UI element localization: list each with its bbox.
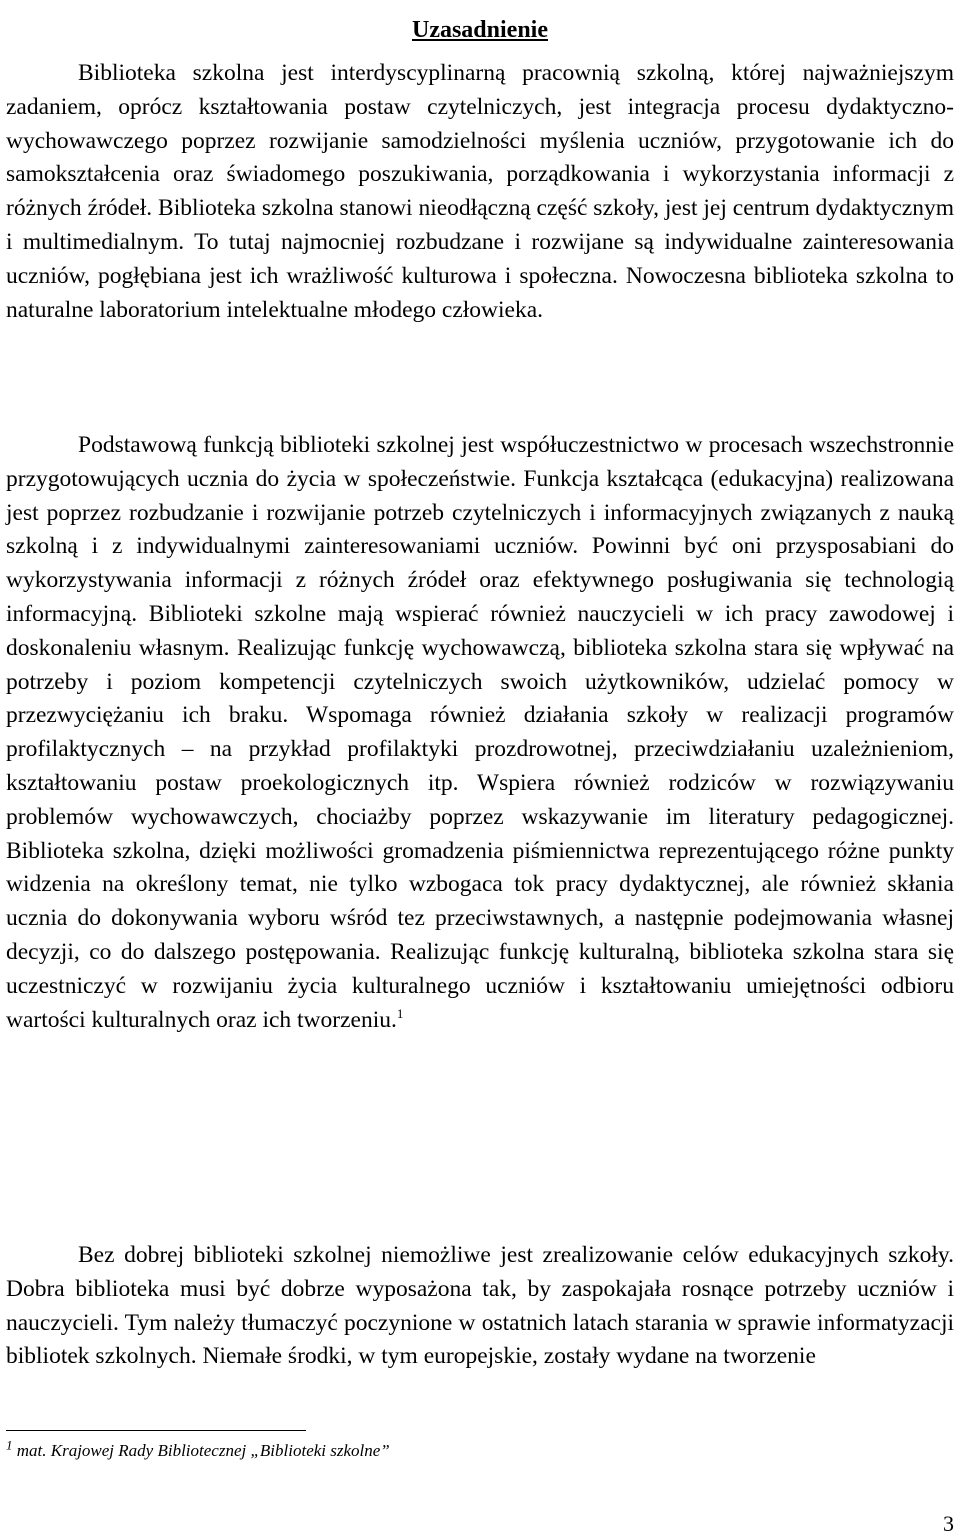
footnote-reference: 1 bbox=[396, 1005, 404, 1021]
footnote bbox=[6, 1437, 906, 1462]
footnote-text: mat. Krajowej Rady Bibliotecznej „Biblioteki szkolne” bbox=[12, 1441, 390, 1460]
document-title: Uzasadnienie bbox=[411, 17, 548, 44]
page-number: 3 bbox=[943, 1511, 954, 1536]
footnote-marker: 1 bbox=[6, 1437, 13, 1453]
paragraph-2-text: Podstawową funkcją biblioteki szkolnej jest współuczestnictwo w procesach wszechstronnie przygotowujących ucznia do życia w społeczeństwie. Funkcja kształcąca (edukacyjna) realizowana jest poprzez rozbudzanie i rozwijanie potrzeb czytelniczych i informacyjnych związanych z nauką szkolną i z indywidualnymi zainteresowaniami uczniów. Powinni być oni przysposabiani do wykorzystywania informacji z różnych źródeł oraz efektywnego posługiwania się technologią informacyjną. Biblioteki szkolne mają wspierać również nauczycieli w ich pracy zawodowej i doskonaleniu własnym. Realizując funkcję wychowawczą, biblioteka szkolna stara się wpływać na potrzeby i poziom kompetencji czytelniczych swoich użytkowników, udzielać pomocy w przezwyciężaniu ich braku. Wspomaga również działania szkoły w realizacji programów profilaktycznych – na przykład profilaktyki prozdrowotnej, przeciwdziałaniu uzależnieniom, kształtowaniu postaw proekologicznych itp. Wspiera również rodziców w rozwiązywaniu problemów wychowawczych, chociażby poprzez wskazywanie im literatury pedagogicznej. Biblioteka szkolna, dzięki możliwości gromadzenia piśmiennictwa reprezentującego różne punkty widzenia na określony temat, nie tylko wzbogaca tok pracy dydaktycznej, ale również skłania ucznia do dokonywania wyboru wśród tez przeciwstawnych, a następnie podejmowania własnej decyzji, co do dalszego postępowania. Realizując funkcję kulturalną, biblioteka szkolna stara się uczestniczyć w rozwijaniu życia kulturalnego uczniów i kształtowaniu umiejętności odbioru wartości kulturalnych oraz ich tworzeniu. bbox=[6, 432, 954, 1033]
footnote-divider bbox=[6, 1430, 306, 1431]
paragraph-1: Biblioteka szkolna jest interdyscyplinarną pracownią szkolną, której najważniejszym zadaniem, oprócz kształtowania postaw czytelniczych, jest integracja procesu dydaktyczno-wychowawczego poprzez rozwijanie samodzielności myślenia uczniów, przygotowanie ich do samokształcenia oraz świadomego poszukiwania, porządkowania i wykorzystania informacji z różnych źródeł. Biblioteka szkolna stanowi nieodłączną część szkoły, jest jej centrum dydaktycznym i multimedialnym. To tutaj najmocniej rozbudzane i rozwijane są indywidualne zainteresowania uczniów, pogłębiana jest ich wrażliwość kulturowa i społeczna. Nowoczesna biblioteka szkolna to naturalne laboratorium intelektualne młodego człowieka. bbox=[6, 60, 954, 323]
paragraph-2 bbox=[6, 429, 954, 1037]
paragraph-3: Bez dobrej biblioteki szkolnej niemożliwe jest zrealizowanie celów edukacyjnych szkoły. Dobra biblioteka musi być dobrze wyposażona tak, by zaspokajała rosnące potrzeby uczniów i nauczycieli. Tym należy tłumaczyć poczynione w ostatnich latach starania w sprawie informatyzacji bibliotek szkolnych. Niemałe środki, w tym europejskie, zostały wydane na tworzenie bbox=[6, 1242, 954, 1370]
